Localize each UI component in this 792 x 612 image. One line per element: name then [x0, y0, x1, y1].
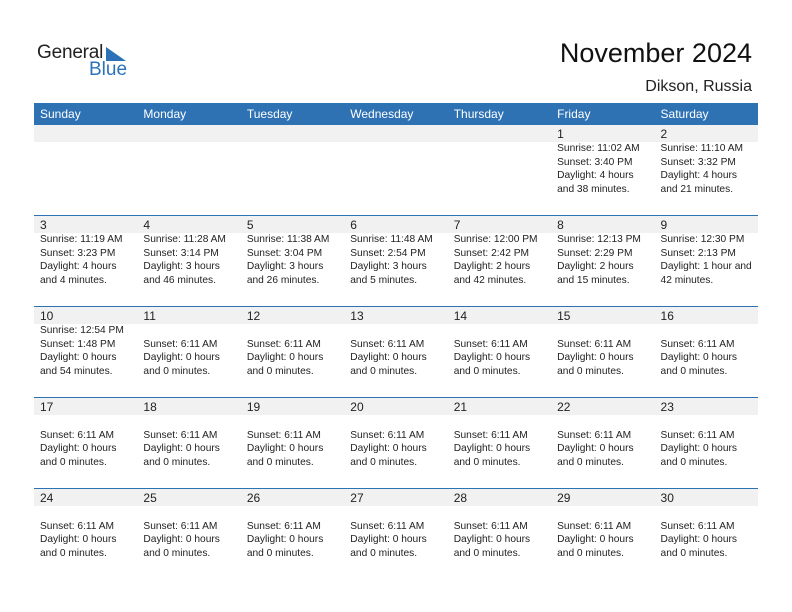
day-number [350, 125, 447, 142]
daylight-text: Daylight: 0 hours [557, 352, 634, 363]
sunset-text: Sunset: 3:23 PM [40, 247, 116, 259]
day-number [40, 125, 137, 142]
day-cell [655, 489, 758, 560]
daylight-text-cont: and 0 minutes. [453, 365, 521, 377]
daylight-text-cont: and 0 minutes. [660, 456, 728, 468]
daylight-text: Daylight: 0 hours [40, 443, 117, 454]
sunset-text: Sunset: 6:11 AM [246, 520, 321, 532]
day-cell [344, 307, 447, 378]
sunset-text: Sunset: 6:11 AM [660, 429, 735, 441]
daylight-text-cont: and 0 minutes. [350, 547, 418, 559]
day-cell [34, 398, 137, 469]
daylight-text: Daylight: 3 hours [350, 261, 427, 272]
day-cell [34, 489, 137, 560]
daylight-text: Daylight: 0 hours [350, 352, 427, 363]
daylight-text: Daylight: 0 hours [143, 534, 220, 545]
daylight-text [454, 169, 551, 183]
daylight-text-cont [350, 183, 447, 197]
sunrise-text [557, 506, 654, 520]
sunrise-text: Sunrise: 11:48 AM [350, 234, 433, 245]
daylight-text: Daylight: 0 hours [143, 352, 220, 363]
week-cells [34, 216, 758, 287]
daylight-text: Daylight: 0 hours [660, 443, 737, 454]
daylight-text [40, 169, 137, 183]
daylight-text-cont: and 54 minutes. [40, 365, 113, 377]
sunset-text: Sunset: 6:11 AM [143, 338, 218, 350]
sunset-text: Sunset: 3:14 PM [143, 247, 219, 259]
day-number: 16 [660, 309, 674, 323]
day-number: 14 [453, 309, 468, 323]
sunrise-text [454, 324, 551, 338]
logo [37, 42, 137, 82]
daylight-text-cont: and 0 minutes. [557, 547, 624, 559]
day-number: 29 [557, 491, 571, 505]
day-number: 7 [453, 218, 461, 232]
day-cell [34, 216, 137, 287]
daylight-text: Daylight: 0 hours [557, 534, 634, 545]
sunrise-text [247, 415, 344, 429]
day-number: 21 [453, 400, 468, 414]
weekday-sunday: Sunday [40, 107, 81, 121]
weekday-header-row [34, 103, 758, 125]
week-row [34, 215, 758, 306]
week-row [34, 125, 758, 215]
daylight-text-cont: and 0 minutes. [246, 547, 314, 559]
daylight-text-cont: and 42 minutes. [453, 274, 527, 286]
sunrise-text: Sunrise: 11:38 AM [246, 234, 330, 245]
sunset-text: Sunset: 6:11 AM [453, 338, 528, 350]
sunset-text: Sunset: 6:11 AM [143, 520, 218, 532]
day-cell [655, 125, 758, 196]
sunrise-text [350, 415, 447, 429]
week-cells [34, 307, 758, 378]
daylight-text-cont: 42 minutes. [660, 274, 714, 286]
daylight-text-cont: and 0 minutes. [453, 547, 521, 559]
daylight-text: Daylight: 0 hours [557, 443, 634, 454]
day-cell [448, 489, 551, 560]
day-cell [448, 307, 551, 378]
daylight-text: Daylight: 0 hours [246, 534, 324, 545]
sunset-text: Sunset: 6:11 AM [660, 338, 735, 350]
day-cell [137, 307, 240, 378]
day-number: 5 [246, 218, 254, 232]
week-row [34, 306, 758, 397]
day-cell [448, 216, 551, 287]
sunrise-text [247, 142, 344, 156]
daylight-text-cont: and 26 minutes. [246, 274, 320, 286]
sunrise-text [143, 415, 240, 429]
sunset-text: Sunset: 6:11 AM [453, 520, 528, 532]
weekday-tuesday: Tuesday [246, 107, 293, 121]
sunset-text: Sunset: 6:11 AM [350, 520, 425, 532]
sunset-text: Sunset: 3:40 PM [557, 156, 633, 168]
sunrise-text [40, 142, 137, 156]
day-cell [655, 307, 758, 378]
sunset-text: Sunset: 6:11 AM [350, 429, 425, 441]
day-cell [137, 216, 240, 287]
daylight-text-cont [247, 183, 344, 197]
daylight-text-cont: and 0 minutes. [246, 365, 314, 377]
sunset-text: Sunset: 2:29 PM [557, 247, 633, 259]
sunrise-text [247, 506, 344, 520]
sunset-text [143, 156, 240, 170]
sunrise-text: Sunrise: 11:19 AM [40, 234, 123, 245]
calendar-grid [34, 103, 758, 579]
sunrise-text [454, 506, 551, 520]
day-cell [137, 125, 240, 196]
sunset-text [40, 156, 137, 170]
weekday-friday: Friday [557, 107, 591, 121]
daylight-text-cont [40, 183, 137, 197]
sunrise-text: Sunrise: 12:00 PM [453, 234, 538, 245]
sunset-text: Sunset: 2:42 PM [453, 247, 530, 259]
daylight-text: Daylight: 4 hours [660, 170, 737, 181]
sunset-text: Sunset: 6:11 AM [453, 429, 528, 441]
daylight-text: Daylight: 3 hours [143, 261, 220, 272]
day-number: 24 [40, 491, 54, 505]
day-cell [551, 216, 654, 287]
daylight-text-cont: and 0 minutes. [350, 456, 418, 468]
daylight-text-cont: and 0 minutes. [350, 365, 418, 377]
daylight-text: Daylight: 0 hours [40, 534, 117, 545]
day-number: 27 [350, 491, 364, 505]
sunset-text: Sunset: 6:11 AM [350, 338, 425, 350]
day-cell [551, 398, 654, 469]
sunset-text: Sunset: 6:11 AM [660, 520, 735, 532]
sunrise-text [143, 506, 240, 520]
day-number: 10 [40, 309, 54, 323]
sunrise-text [143, 142, 240, 156]
day-cell [241, 125, 344, 196]
sunset-text [247, 156, 344, 170]
daylight-text: Daylight: 1 hour and [660, 261, 752, 272]
week-cells [34, 125, 758, 196]
daylight-text-cont: and 0 minutes. [557, 456, 624, 468]
sunset-text: Sunset: 3:32 PM [660, 156, 736, 168]
daylight-text-cont: and 0 minutes. [660, 365, 728, 377]
sunrise-text: Sunrise: 11:28 AM [143, 234, 226, 245]
day-cell [448, 125, 551, 196]
day-number: 26 [246, 491, 261, 505]
daylight-text-cont: and 0 minutes. [143, 456, 211, 468]
sunset-text [350, 156, 447, 170]
day-cell [34, 307, 137, 378]
day-number [143, 125, 240, 142]
daylight-text: Daylight: 0 hours [143, 443, 220, 454]
day-number: 17 [40, 400, 54, 414]
page-title: November 2024 [559, 38, 752, 68]
sunrise-text [661, 506, 758, 520]
daylight-text: Daylight: 0 hours [660, 534, 737, 545]
sunset-text: Sunset: 2:13 PM [660, 247, 736, 259]
day-number: 6 [350, 218, 357, 232]
day-number: 1 [557, 127, 564, 141]
sunrise-text: Sunrise: 12:54 PM [40, 325, 124, 336]
daylight-text: Daylight: 2 hours [557, 261, 634, 272]
day-cell [137, 398, 240, 469]
daylight-text: Daylight: 2 hours [453, 261, 531, 272]
week-cells [34, 489, 758, 560]
day-number: 18 [143, 400, 157, 414]
daylight-text: Daylight: 4 hours [557, 170, 634, 181]
daylight-text [143, 169, 240, 183]
daylight-text: Daylight: 3 hours [246, 261, 324, 272]
day-cell [551, 307, 654, 378]
daylight-text: Daylight: 0 hours [453, 443, 531, 454]
daylight-text-cont: and 5 minutes. [350, 274, 418, 286]
sunrise-text [557, 324, 654, 338]
day-number: 23 [660, 400, 674, 414]
daylight-text-cont: and 0 minutes. [246, 456, 314, 468]
sunrise-text [661, 324, 758, 338]
day-cell [241, 307, 344, 378]
weeks-container [34, 125, 758, 579]
daylight-text-cont: and 0 minutes. [40, 456, 107, 468]
sunrise-text [454, 415, 551, 429]
day-cell [241, 398, 344, 469]
daylight-text-cont: and 15 minutes. [557, 274, 630, 286]
day-number [454, 125, 551, 142]
daylight-text [247, 169, 344, 183]
day-number: 3 [40, 218, 47, 232]
sunrise-text [661, 415, 758, 429]
daylight-text: Daylight: 4 hours [40, 261, 117, 272]
day-number [247, 125, 344, 142]
daylight-text: Daylight: 0 hours [350, 443, 427, 454]
day-number: 30 [660, 491, 674, 505]
day-cell [655, 398, 758, 469]
daylight-text-cont: and 0 minutes. [453, 456, 521, 468]
sunrise-text [454, 142, 551, 156]
daylight-text-cont: and 4 minutes. [40, 274, 107, 286]
day-cell [241, 489, 344, 560]
sunrise-text [350, 506, 447, 520]
daylight-text: Daylight: 0 hours [453, 534, 531, 545]
day-cell [344, 398, 447, 469]
sunset-text: Sunset: 6:11 AM [40, 429, 114, 441]
daylight-text: Daylight: 0 hours [660, 352, 737, 363]
day-number: 19 [246, 400, 261, 414]
day-number: 9 [660, 218, 668, 232]
sunrise-text [350, 142, 447, 156]
sunset-text: Sunset: 1:48 PM [40, 338, 116, 350]
weekday-thursday: Thursday [453, 107, 504, 121]
logo-word-general: General [37, 42, 104, 63]
sunset-text: Sunset: 6:11 AM [557, 429, 632, 441]
sunrise-text [40, 506, 137, 520]
sunset-text: Sunset: 6:11 AM [557, 338, 632, 350]
daylight-text: Daylight: 0 hours [453, 352, 531, 363]
day-number: 4 [143, 218, 151, 232]
sunset-text: Sunset: 6:11 AM [143, 429, 218, 441]
sunset-text [454, 156, 551, 170]
daylight-text-cont: and 0 minutes. [143, 547, 211, 559]
weekday-saturday: Saturday [660, 107, 709, 121]
logo-word-blue: Blue [89, 59, 128, 80]
sunset-text: Sunset: 6:11 AM [246, 338, 321, 350]
weekday-monday: Monday [143, 107, 187, 121]
sunrise-text [40, 415, 137, 429]
day-cell [551, 125, 654, 196]
day-cell [34, 125, 137, 196]
daylight-text-cont [143, 183, 240, 197]
week-row [34, 397, 758, 488]
sunrise-text [557, 415, 654, 429]
day-cell [551, 489, 654, 560]
day-number: 13 [350, 309, 364, 323]
day-cell [344, 489, 447, 560]
day-number: 20 [350, 400, 364, 414]
day-number: 22 [557, 400, 571, 414]
day-number: 15 [557, 309, 571, 323]
weekday-wednesday: Wednesday [350, 107, 414, 121]
sunrise-text: Sunrise: 12:30 PM [660, 234, 745, 245]
day-cell [241, 216, 344, 287]
day-cell [344, 216, 447, 287]
day-cell [344, 125, 447, 196]
daylight-text-cont: and 38 minutes. [557, 183, 630, 195]
day-cell [655, 216, 758, 287]
sunrise-text: Sunrise: 12:13 PM [557, 234, 641, 245]
daylight-text: Daylight: 0 hours [246, 352, 324, 363]
sunrise-text: Sunrise: 11:02 AM [557, 143, 640, 154]
sunset-text: Sunset: 6:11 AM [40, 520, 114, 532]
sunset-text: Sunset: 2:54 PM [350, 247, 426, 259]
daylight-text-cont [454, 183, 551, 197]
daylight-text: Daylight: 0 hours [40, 352, 117, 363]
day-cell [448, 398, 551, 469]
daylight-text-cont: and 21 minutes. [660, 183, 734, 195]
sunset-text: Sunset: 6:11 AM [557, 520, 632, 532]
sunrise-text: Sunrise: 11:10 AM [660, 143, 744, 154]
week-cells [34, 398, 758, 469]
daylight-text [350, 169, 447, 183]
daylight-text-cont: and 46 minutes. [143, 274, 216, 286]
day-number: 2 [660, 127, 668, 141]
sunrise-text [143, 324, 240, 338]
sunset-text: Sunset: 3:04 PM [246, 247, 323, 259]
day-number: 12 [246, 309, 261, 323]
day-number: 11 [143, 309, 156, 323]
daylight-text: Daylight: 0 hours [246, 443, 324, 454]
day-number: 25 [143, 491, 157, 505]
sunrise-text [350, 324, 447, 338]
daylight-text-cont: and 0 minutes. [143, 365, 211, 377]
daylight-text: Daylight: 0 hours [350, 534, 427, 545]
day-number: 8 [557, 218, 564, 232]
sunset-text: Sunset: 6:11 AM [246, 429, 321, 441]
sunrise-text [247, 324, 344, 338]
day-cell [137, 489, 240, 560]
location-subtitle: Dikson, Russia [645, 78, 752, 95]
daylight-text-cont: and 0 minutes. [660, 547, 728, 559]
day-number: 28 [453, 491, 468, 505]
week-row [34, 488, 758, 579]
daylight-text-cont: and 0 minutes. [40, 547, 107, 559]
daylight-text-cont: and 0 minutes. [557, 365, 624, 377]
